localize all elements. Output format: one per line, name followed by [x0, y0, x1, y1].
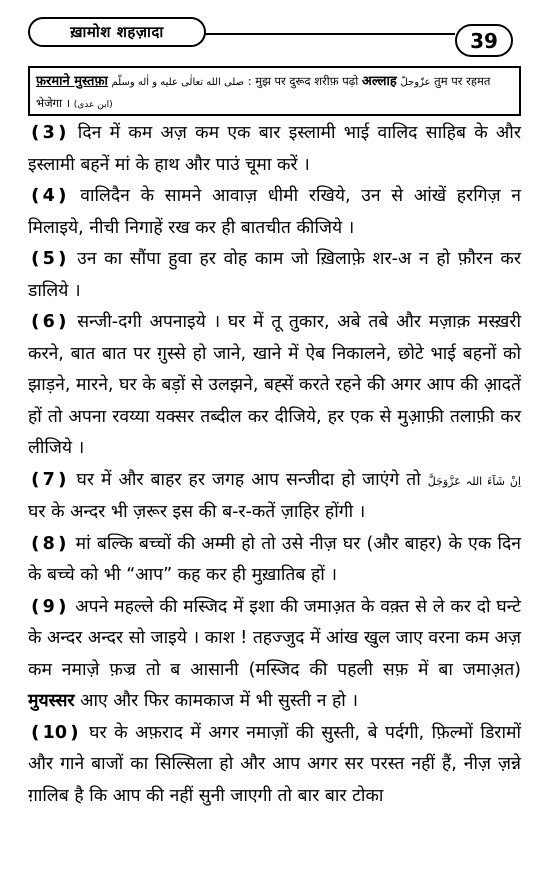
hadith-lead: फ़रमाने मुस्तफ़ा: [36, 74, 108, 89]
paragraph-text: दिन में कम अज़ कम एक बार इस्लामी भाई वालिद साहिब के और इस्लामी बहनें मां के हाथ और पाउं चूमा करें ।: [28, 123, 521, 175]
paragraph-text: आए और फिर कामकाज में भी सुस्ती न हो ।: [74, 691, 359, 711]
paragraph-text: अपने महल्ले की मस्जिद में इशा की जमाअ़त के वक़्त से ले कर दो घन्टे के अन्दर अन्दर सो जाइये । काश ! तहज्जुद में आंख खुल जाए वरना कम अज़ कम नमाज़े फ़ज्र तो ब आसानी (मस्जिद की पहली सफ़ में बा जमाअ़त): [28, 596, 521, 680]
book-title: ख़ामोश शहज़ादा: [28, 17, 206, 47]
header-rule: [205, 33, 455, 35]
hadith-text-b: तुम पर रहमत भेजेगा ।: [36, 74, 491, 110]
item-number: ❪3❫: [28, 123, 70, 143]
paragraph-8: [28, 529, 521, 592]
paragraph-text: घर में और बाहर हर जगह आप सन्जीदा हो जाएंगे तो: [69, 469, 428, 490]
paragraph-text: उन का सौंपा हुवा हर वोह काम जो ख़िलाफ़े शर-अ न हो फ़ौरन कर डालिये ।: [28, 249, 521, 301]
item-number: ❪6❫: [28, 312, 70, 332]
paragraph-4: [28, 181, 521, 244]
hadith-text-a: : मुझ पर दुरूद शरीफ़ पढ़ो: [247, 74, 359, 88]
item-number: ❪10❫: [28, 722, 82, 743]
paragraph-7: [28, 465, 521, 529]
bold-word: मुयस्सर: [28, 691, 75, 711]
arabic-phrase: اِنْ شَآءَ اللہ عَزَّوَجَلَّ: [427, 474, 521, 488]
item-number: ❪7❫: [28, 469, 70, 490]
paragraph-text: मां बल्कि बच्चों की अम्मी हो तो उसे नीज़ घर (और बाहर) के एक दिन के बच्चे को भी “आप” कह कर ही मुख़ातिब हों ।: [28, 533, 521, 585]
paragraph-text: वालिदैन के सामने आवाज़ धीमी रखिये, उन से आंखें हरगिज़ न मिलाइये, नीची निगाहें रख कर ही बातचीत कीजिये ।: [28, 186, 521, 238]
paragraph-3: [28, 118, 521, 181]
main-content: [28, 118, 521, 812]
azza-text: عزّوجلّ: [400, 77, 431, 88]
item-number: ❪9❫: [28, 596, 70, 617]
item-number: ❪8❫: [28, 533, 70, 554]
salawat-text: صلى الله تعالٰى عليه و اٰله وسلّم: [111, 77, 245, 88]
item-number: ❪4❫: [28, 186, 70, 206]
paragraph-text: सन्जी-दगी अपनाइये । घर में तू तुकार, अबे तबे और मज़ाक़ मस्ख़री करने, बात बात पर ग़ुस्से हो जाने, खाने में ऐब निकालने, छोटे भाई बहनों को झाड़ने, मारने, घर के बड़ों से उलझने, बह्सें करते रहने की अगर आप की आ़दतें हों तो अपना रवय्या यक्सर तब्दील कर दीजिये, हर एक से मुआ़फ़ी तलाफ़ी कर लीजिये ।: [28, 312, 521, 458]
page-header: [0, 0, 545, 62]
paragraph-9: [28, 592, 521, 718]
page-number: 39: [455, 24, 513, 57]
paragraph-10: [28, 718, 521, 813]
paragraph-5: [28, 244, 521, 307]
hadith-box: [28, 66, 521, 116]
paragraph-text: घर के अन्दर भी ज़रूर इस की ब-र-कतें ज़ाहिर होंगी ।: [28, 502, 366, 522]
paragraph-6: [28, 307, 521, 465]
allah-word: अल्लाह: [361, 74, 397, 89]
hadith-reference: (ابن عدی): [73, 100, 113, 110]
paragraph-text: घर के अफ़राद में अगर नमाज़ों की सुस्ती, बे पर्दगी, फ़िल्मों डिरामों और गाने बाजों का सिल्सिला हो और आप अगर सर परस्त नहीं हैं, नीज़ ज़न्ने ग़ालिब है कि आप की नहीं सुनी जाएगी तो बार बार टोका: [28, 722, 521, 806]
item-number: ❪5❫: [28, 249, 70, 269]
